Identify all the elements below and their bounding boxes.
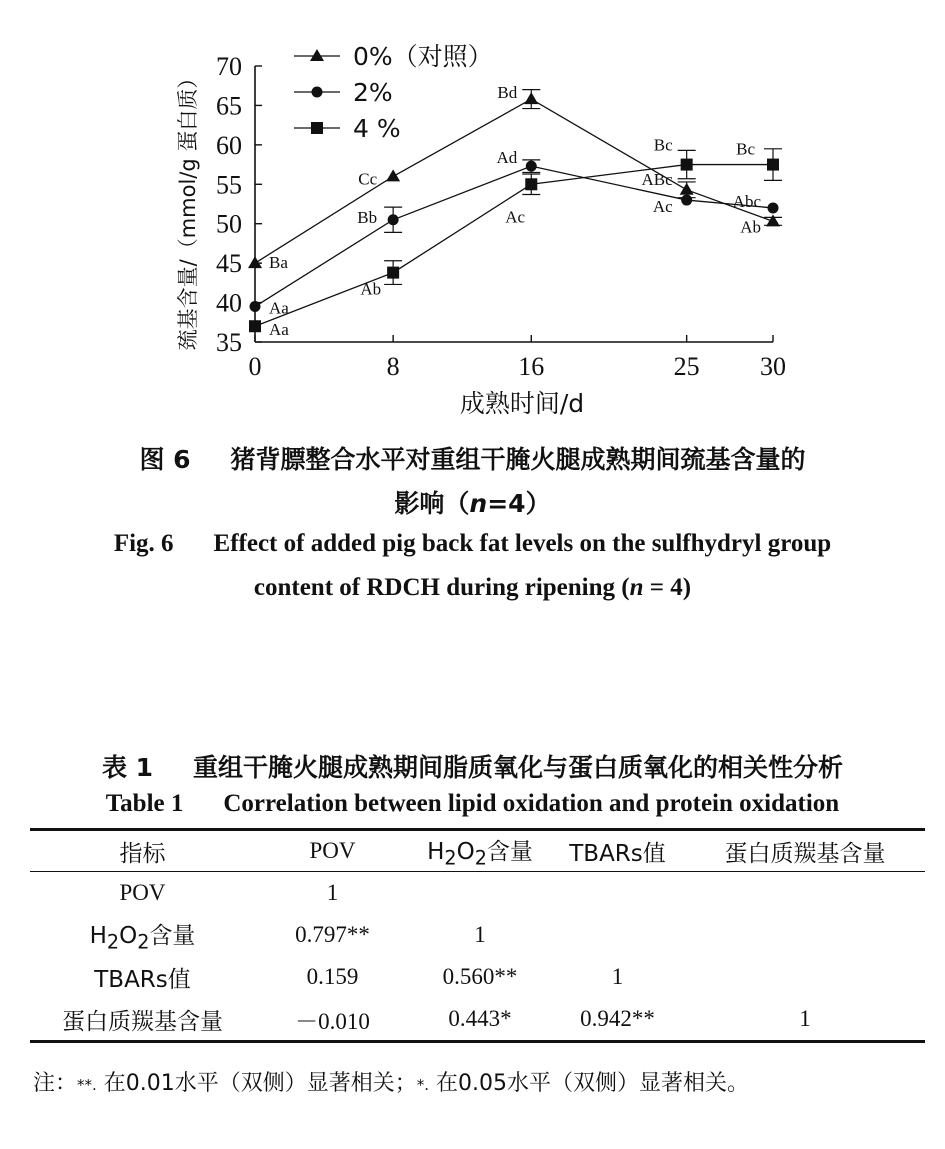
table-caption-en xyxy=(0,790,945,818)
y-tick-label: 40 xyxy=(216,288,242,318)
x-tick-label: 25 xyxy=(673,352,700,381)
note-prefix: 注： xyxy=(33,1071,78,1096)
table-cell: 0.443* xyxy=(410,998,550,1042)
data-label: Ac xyxy=(652,197,673,217)
note-part1: 在0.01水平（双侧）显著相关； xyxy=(96,1071,417,1096)
table-cell xyxy=(410,872,550,915)
correlation-table xyxy=(30,828,925,1043)
data-point xyxy=(525,178,537,190)
data-point xyxy=(387,267,399,279)
header-tbars: TBARs值 xyxy=(550,830,685,872)
table-cell: 1 xyxy=(611,964,624,989)
series-1 xyxy=(250,148,779,317)
table-cell: 0.797** xyxy=(295,922,370,947)
y-tick-label: 70 xyxy=(216,52,242,81)
data-label: Aa xyxy=(269,298,289,318)
figure-title-cn-line2b: =4） xyxy=(487,489,551,518)
data-label: Ab xyxy=(740,217,761,237)
table-row xyxy=(30,956,925,998)
legend-entry xyxy=(294,78,393,107)
note-part2: 在0.05水平（双侧）显著相关。 xyxy=(429,1071,750,1096)
data-label: ABc xyxy=(641,169,673,189)
figure-number-en: Fig. 6 xyxy=(113,530,174,557)
data-point xyxy=(524,92,538,104)
series-line xyxy=(255,165,773,327)
y-tick-label: 35 xyxy=(216,328,242,357)
table-cell xyxy=(685,872,925,915)
x-tick-label: 0 xyxy=(248,352,262,381)
data-label: Ab xyxy=(360,279,382,299)
data-point xyxy=(767,159,779,171)
row-label: TBARs值 xyxy=(94,966,191,993)
data-label: Bc xyxy=(736,139,755,159)
figure-title-cn-line1: 猪背膘整合水平对重组干腌火腿成熟期间巯基含量的 xyxy=(230,445,806,474)
figure-title-cn-line2a: 影响（ xyxy=(394,489,470,518)
legend-label: 0%（对照） xyxy=(353,42,493,71)
figure-caption-en xyxy=(0,530,945,558)
legend-label: 2% xyxy=(353,78,393,107)
series-line xyxy=(255,99,773,263)
data-point xyxy=(681,159,693,171)
legend-label: 4 % xyxy=(353,114,401,143)
data-label: Bb xyxy=(357,207,378,227)
table-title-cn: 重组干腌火腿成熟期间脂质氧化与蛋白质氧化的相关性分析 xyxy=(193,753,844,782)
table-header-row xyxy=(30,830,925,872)
table-note xyxy=(33,1066,749,1097)
figure-title-en-line2a: content of RDCH during ripening ( xyxy=(253,574,630,601)
data-point xyxy=(250,301,261,312)
figure-title-en-n: n xyxy=(629,574,644,601)
data-point xyxy=(680,183,694,195)
table-caption-cn xyxy=(0,748,945,784)
data-label: Bd xyxy=(497,83,518,103)
note-star2: **. xyxy=(77,1076,97,1094)
data-label: Ac xyxy=(505,207,526,227)
legend-marker xyxy=(312,87,323,98)
series-line xyxy=(255,166,773,306)
figure-title-en-line1: Effect of added pig back fat levels on the sulfhydryl group xyxy=(213,530,832,557)
y-tick-label: 45 xyxy=(216,249,242,279)
figure-title-cn-n: n xyxy=(469,489,488,518)
y-tick-label: 65 xyxy=(216,91,242,121)
row-label: 蛋白质羰基含量 xyxy=(30,998,255,1042)
row-label: POV xyxy=(119,880,166,905)
data-point xyxy=(249,320,261,332)
data-point xyxy=(388,214,399,225)
legend-marker xyxy=(310,49,324,61)
figure-caption-cn-line2 xyxy=(0,484,945,520)
y-tick-label: 55 xyxy=(216,170,242,200)
data-point xyxy=(248,256,262,268)
table-cell: 0.942** xyxy=(550,998,685,1042)
row-label: $H_2O_2$含量 xyxy=(89,922,196,954)
table-cell: 1 xyxy=(685,998,925,1042)
figure-caption-cn xyxy=(0,440,945,476)
figure-caption-en-line2 xyxy=(0,574,945,602)
data-label: Ad xyxy=(496,148,518,168)
data-label: Bc xyxy=(653,135,673,155)
table-number-en: Table 1 xyxy=(105,790,184,817)
data-label: Cc xyxy=(358,169,378,189)
data-point xyxy=(766,214,780,226)
table-row xyxy=(30,914,925,956)
note-star1: *. xyxy=(416,1076,430,1094)
series-0 xyxy=(248,83,782,272)
data-label: Aa xyxy=(269,320,289,340)
data-point xyxy=(681,195,692,206)
header-indicator: 指标 xyxy=(30,830,255,872)
table-title-en: Correlation between lipid oxidation and protein oxidation xyxy=(223,790,840,817)
table-cell: 1 xyxy=(326,880,339,905)
table-cell: 0.159 xyxy=(306,964,359,989)
header-carbonyl: 蛋白质羰基含量 xyxy=(685,830,925,872)
figure-title-en-line2b: = 4) xyxy=(643,574,692,601)
data-point xyxy=(526,161,537,172)
table-cell xyxy=(685,914,925,956)
y-tick-label: 60 xyxy=(216,130,242,160)
x-axis-title: 成熟时间/d xyxy=(459,389,585,418)
header-pov: POV xyxy=(255,830,410,872)
x-tick-label: 8 xyxy=(386,352,400,381)
x-tick-label: 16 xyxy=(518,352,545,381)
figure-number-cn: 图 6 xyxy=(139,445,191,474)
table-row xyxy=(30,872,925,915)
legend-entry xyxy=(294,114,401,143)
correlation-table-block xyxy=(30,828,925,1043)
y-axis-title: 巯基含量/（mmol/g 蛋白质） xyxy=(176,67,200,351)
table-cell xyxy=(685,956,925,998)
table-cell: －0.010 xyxy=(255,998,410,1042)
header-h2o2: $H_2O_2$含量 xyxy=(410,830,550,872)
data-point xyxy=(768,202,779,213)
table-cell xyxy=(550,872,685,915)
data-point xyxy=(386,169,400,181)
y-tick-label: 50 xyxy=(216,209,242,239)
legend-marker xyxy=(311,122,323,134)
data-label: Abc xyxy=(732,191,761,211)
sulfhydryl-line-chart xyxy=(0,0,945,430)
x-tick-label: 30 xyxy=(760,352,786,381)
table-row xyxy=(30,998,925,1042)
legend-entry xyxy=(294,42,493,71)
table-number-cn: 表 1 xyxy=(101,753,154,782)
table-cell: 1 xyxy=(474,922,486,947)
data-label: Ba xyxy=(269,253,288,273)
table-cell: 0.560** xyxy=(442,964,518,989)
table-cell xyxy=(550,914,685,956)
